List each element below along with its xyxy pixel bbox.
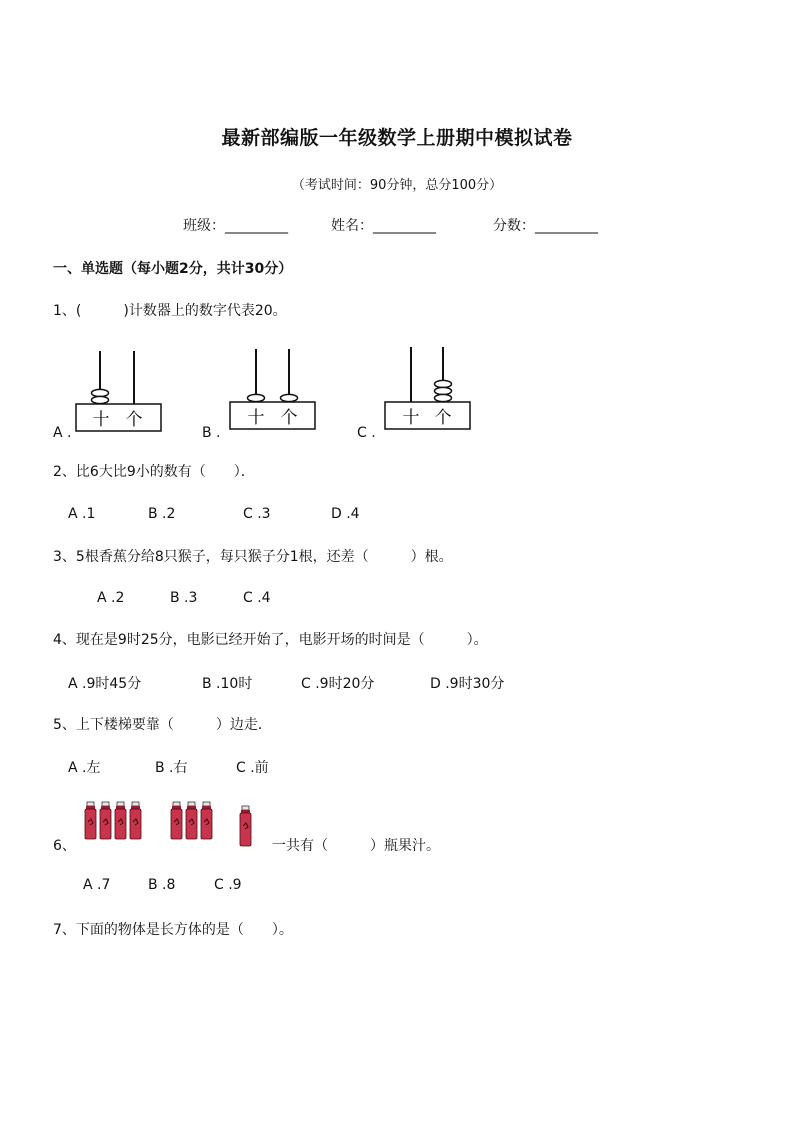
juice-bottle xyxy=(186,802,197,839)
juice-bottles-image xyxy=(80,798,260,848)
q6-option-c[interactable]: C .9 xyxy=(214,877,242,893)
class-field[interactable]: 班级：_________ xyxy=(183,218,288,234)
page-title: 最新部编版一年级数学上册期中模拟试卷 xyxy=(221,127,573,149)
question-7: 7、下面的物体是长方体的是（ ）。 xyxy=(53,922,293,938)
q3-option-b[interactable]: B .3 xyxy=(170,590,198,606)
question-2: 2、比6大比9小的数有（ ）． xyxy=(53,464,255,480)
juice-bottle xyxy=(85,802,96,839)
question-5: 5、上下楼梯要靠（ ）边走． xyxy=(53,717,272,733)
juice-bottle xyxy=(115,802,126,839)
score-field[interactable]: 分数：_________ xyxy=(493,218,598,234)
q3-option-a[interactable]: A .2 xyxy=(97,590,125,606)
q2-option-d[interactable]: D .4 xyxy=(331,506,360,522)
question-4: 4、现在是9时25分，电影已经开始了，电影开场的时间是（ ）。 xyxy=(53,632,488,648)
q5-option-c[interactable]: C .前 xyxy=(236,760,269,776)
q6-option-b[interactable]: B .8 xyxy=(148,877,176,893)
abacus-a-ones-label: 个 xyxy=(125,410,143,430)
juice-bottle xyxy=(130,802,141,839)
q2-option-b[interactable]: B .2 xyxy=(148,506,176,522)
exam-info: （考试时间：90分钟，总分100分） xyxy=(291,178,503,193)
q3-option-c[interactable]: C .4 xyxy=(243,590,271,606)
name-field[interactable]: 姓名：_________ xyxy=(331,218,436,234)
abacus-b xyxy=(228,346,320,434)
q4-option-d[interactable]: D .9时30分 xyxy=(430,676,505,692)
q2-option-a[interactable]: A .1 xyxy=(68,506,96,522)
abacus-c xyxy=(383,344,475,432)
question-3: 3、5根香蕉分给8只猴子，每只猴子分1根，还差（ ）根。 xyxy=(53,549,453,565)
juice-bottle xyxy=(171,802,182,839)
question-6-number: 6、 xyxy=(53,838,76,854)
juice-bottle xyxy=(240,806,251,846)
question-6: 一共有（ ）瓶果汁。 xyxy=(272,838,440,854)
q6-option-a[interactable]: A .7 xyxy=(83,877,111,893)
question-1: 1、( )计数器上的数字代表20。 xyxy=(53,303,287,319)
abacus-c-tens-label: 十 xyxy=(402,408,420,428)
q1-option-c[interactable]: C . xyxy=(357,425,376,441)
q4-option-b[interactable]: B .10时 xyxy=(202,676,253,692)
abacus-a-tens-label: 十 xyxy=(92,410,110,430)
juice-bottle xyxy=(201,802,212,839)
q1-option-a[interactable]: A . xyxy=(53,425,72,441)
abacus-b-tens-label: 十 xyxy=(247,408,265,428)
q5-option-a[interactable]: A .左 xyxy=(68,760,101,776)
abacus-b-ones-label: 个 xyxy=(280,408,298,428)
juice-bottle xyxy=(100,802,111,839)
abacus-a xyxy=(74,348,166,436)
q4-option-a[interactable]: A .9时45分 xyxy=(68,676,142,692)
q2-option-c[interactable]: C .3 xyxy=(243,506,271,522)
q5-option-b[interactable]: B .右 xyxy=(155,760,188,776)
section-heading: 一、单选题（每小题2分，共计30分） xyxy=(53,261,293,277)
abacus-c-ones-label: 个 xyxy=(434,408,452,428)
q4-option-c[interactable]: C .9时20分 xyxy=(301,676,375,692)
q1-option-b[interactable]: B . xyxy=(202,425,221,441)
